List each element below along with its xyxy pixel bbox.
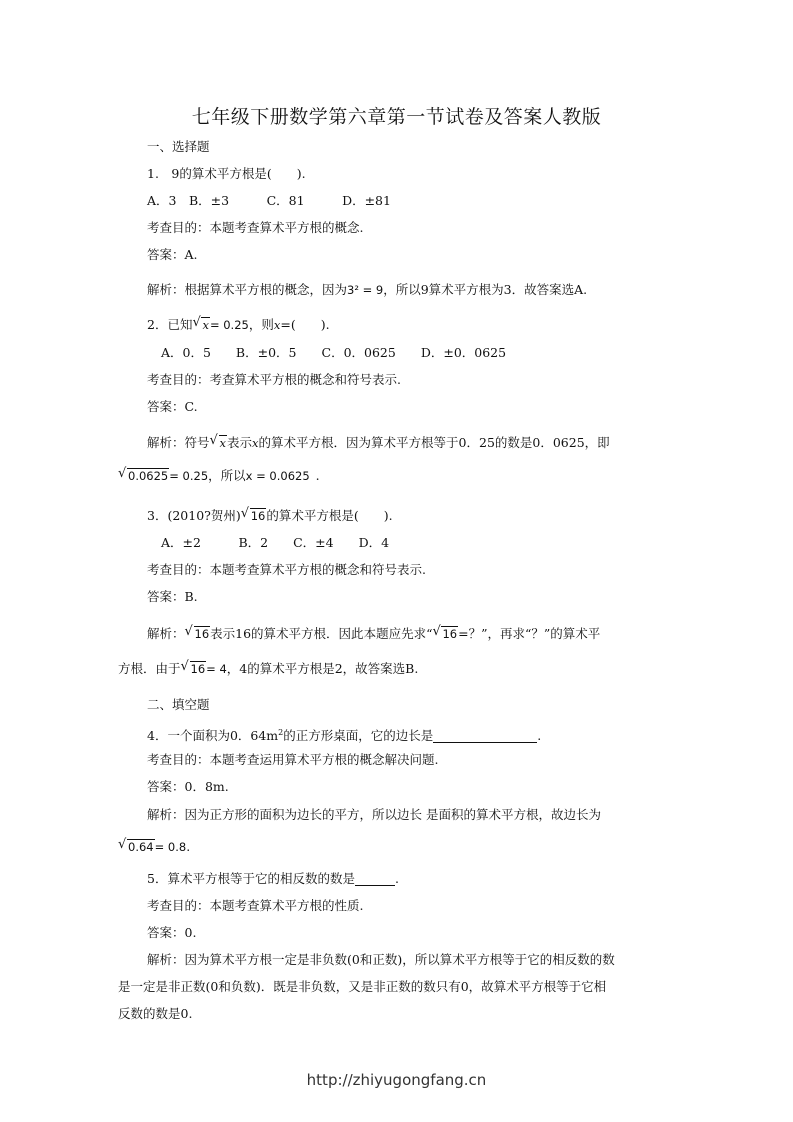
q2-exp2-value: = 0.25	[169, 469, 209, 483]
q1-exp-text-a: 解析：根据算术平方根的概念，因为	[147, 282, 348, 297]
q3-exp2-value: = 4	[206, 662, 227, 676]
q3-exp-text-a: 解析：	[147, 626, 185, 641]
q3-purpose: 考查目的：本题考查算术平方根的概念和符号表示.	[147, 562, 426, 577]
answer-blank	[355, 871, 395, 886]
q1-answer: 答案：A.	[147, 247, 198, 262]
answer-blank	[433, 728, 537, 743]
q3-exp-text-c: =？”，再求“？”的算术平	[458, 626, 601, 641]
section-heading-choice: 一、选择题	[147, 139, 210, 154]
q4-stem-text-b: 的正方形桌面，它的边长是	[283, 728, 434, 744]
q5-purpose: 考查目的：本题考查算术平方根的性质.	[147, 898, 364, 913]
q4-explanation-line1: 解析：因为正方形的面积为边长的平方，所以边长 是面积的算术平方根，故边长为	[147, 807, 601, 822]
q3-exp-text-b: 表示16的算术平方根．因此本题应先求“	[210, 626, 433, 641]
q3-stem-text-a: 3．(2010?贺州)	[147, 508, 241, 523]
q2-stem-text-b: ，则	[248, 317, 274, 332]
q3-explanation-line2	[118, 660, 418, 678]
q2-explanation-line1	[147, 434, 610, 452]
q4-answer: 答案：0．8m.	[147, 779, 229, 794]
q4-explanation-line2	[118, 838, 190, 856]
q4-stem-text-a: 4．一个面积为0．64m	[147, 728, 279, 744]
sqrt-x: √ x	[210, 434, 228, 452]
q1-explanation	[147, 281, 587, 299]
q3-exp2-text-b: ，4的算术平方根是2，故答案选B.	[226, 661, 419, 676]
sqrt-16: √ 16	[181, 660, 207, 678]
q1-stem: 1. 9的算术平方根是( ).	[147, 166, 306, 181]
q4-stem-text-c: .	[537, 728, 542, 744]
q3-stem	[147, 507, 393, 525]
q5-answer: 答案：0.	[147, 925, 197, 940]
q5-stem-text-b: .	[394, 871, 399, 886]
q2-exp-text-c: 的算术平方根．因为算术平方根等于0．25的数是0．0625，即	[258, 435, 610, 450]
q1-purpose: 考查目的：本题考查算术平方根的概念.	[147, 220, 364, 235]
q2-exp-text-b: 表示	[227, 435, 253, 450]
section-heading-fill: 二、填空题	[147, 697, 210, 712]
q2-exp2-text-a: ，所以	[208, 468, 246, 483]
q1-exp-text-b: ，所以9算术平方根为3．故答案选A.	[383, 282, 588, 297]
sqrt-0-0625: √ 0.0625	[118, 467, 169, 485]
q3-options: A．±2 B．2 C．±4 D．4	[161, 535, 390, 550]
q1-exp-math: 3² = 9	[347, 283, 384, 297]
q2-exp-text-a: 解析：符号	[147, 435, 210, 450]
sqrt-0-64: √ 0.64	[118, 838, 155, 856]
sqrt-16: √ 16	[432, 625, 458, 643]
sqrt-x: √ x	[192, 316, 210, 334]
q5-explanation-line1: 解析：因为算术平方根一定是非负数(0和正数)，所以算术平方根等于它的相反数的数	[147, 952, 615, 967]
q1-options: A．3 B．±3 C．81 D．±81	[147, 193, 391, 208]
q4-purpose: 考查目的：本题考查运用算术平方根的概念解决问题.	[147, 752, 439, 767]
q3-exp2-text-a: 方根．由于	[118, 661, 181, 676]
sqrt-16: √ 16	[185, 625, 211, 643]
q3-explanation-line1	[147, 625, 600, 643]
q2-exp2-math: x = 0.0625	[245, 469, 310, 483]
q5-explanation-line3: 反数的数是0.	[118, 1006, 193, 1021]
q2-exp2-text-b: .	[315, 468, 320, 483]
q5-stem-text-a: 5．算术平方根等于它的相反数的数是	[147, 871, 355, 886]
q4-stem	[147, 724, 541, 745]
q3-answer: 答案：B.	[147, 589, 198, 604]
q2-exp-x: x	[252, 436, 259, 450]
q4-stem-superscript: 2	[278, 728, 284, 737]
q2-stem-x: x	[273, 318, 281, 332]
q4-exp2-text-b: .	[186, 839, 191, 854]
q2-purpose: 考查目的：考查算术平方根的概念和符号表示.	[147, 372, 401, 387]
q5-stem	[147, 870, 399, 888]
q2-stem-text-c: =( ).	[280, 317, 330, 332]
q5-explanation-line2: 是一定是非正数(0和负数)．既是非负数，又是非正数的数只有0，故算术平方根等于它相	[118, 979, 607, 994]
q2-options: A．0．5 B．±0．5 C．0．0625 D．±0．0625	[161, 345, 507, 360]
footer-url: http://zhiyugongfang.cn	[306, 1071, 487, 1089]
q2-stem	[147, 316, 330, 334]
q2-stem-value: = 0.25	[209, 318, 249, 332]
sqrt-16: √ 16	[241, 507, 267, 525]
q3-stem-text-b: 的算术平方根是( ).	[266, 508, 393, 523]
document-title: 七年级下册数学第六章第一节试卷及答案人教版	[191, 106, 602, 128]
q2-stem-text-a: 2．已知	[147, 317, 193, 332]
q2-explanation-line2	[118, 467, 320, 485]
q4-exp2-value: = 0.8	[154, 840, 187, 854]
q2-answer: 答案：C.	[147, 399, 198, 414]
